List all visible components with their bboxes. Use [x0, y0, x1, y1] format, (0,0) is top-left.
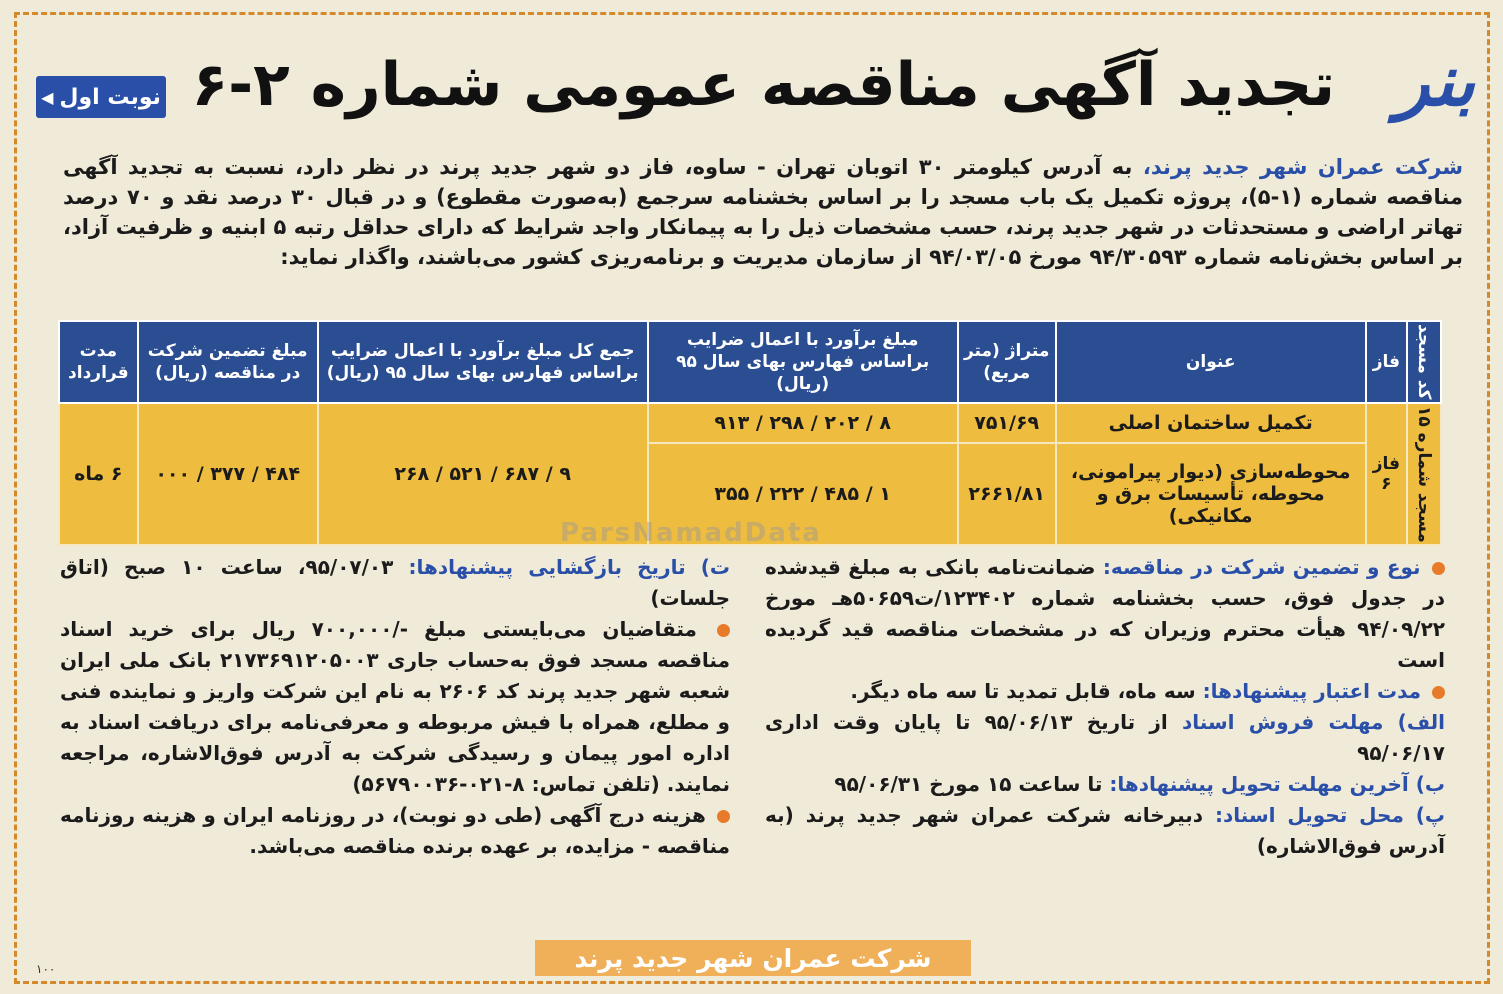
- deadline-label: ب) آخرین مهلت تحویل پیشنهادها:: [1109, 772, 1445, 796]
- sale-text: از تاریخ ۹۵/۰۶/۱۳ تا پایان وقت اداری ۹۵/۰۶/۱۷: [765, 710, 1445, 765]
- intro-paragraph: [63, 152, 1463, 272]
- header-estimate: مبلغ برآورد با اعمال ضرایب براساس فهارس بهای سال ۹۵ (ریال): [648, 321, 958, 403]
- bullet-icon: [717, 810, 730, 823]
- row-title: محوطه‌سازی (دیوار پیرامونی، محوطه، تأسیسات برق و مکانیکی): [1056, 443, 1366, 546]
- header-area: متراژ (متر مربع): [958, 321, 1056, 403]
- sale-section: [765, 707, 1445, 769]
- place-section: [765, 800, 1445, 862]
- watermark: ParsNamadData: [560, 518, 822, 548]
- page-number: ۱۰۰: [36, 962, 56, 976]
- deadline-text: تا ساعت ۱۵ مورخ ۹۵/۰۶/۳۱: [834, 772, 1103, 796]
- banner-logo: بنر: [1395, 40, 1475, 122]
- sale-label: الف) مهلت فروش اسناد: [1182, 710, 1445, 734]
- validity-section: [765, 676, 1445, 707]
- guarantee-label: نوع و تضمین شرکت در مناقصه:: [1102, 555, 1421, 579]
- bullet-icon: [717, 624, 730, 637]
- opening-text: ۹۵/۰۷/۰۳، ساعت ۱۰ صبح (اتاق جلسات): [60, 555, 730, 610]
- triangle-icon: ◀: [41, 87, 54, 107]
- badge-text: نوبت اول: [59, 84, 161, 110]
- cost-section: [60, 800, 730, 862]
- guarantee-section: [765, 552, 1445, 676]
- row-area: ۷۵۱/۶۹: [958, 403, 1056, 443]
- validity-text: سه ماه، قابل تمدید تا سه ماه دیگر.: [850, 679, 1196, 703]
- duration-cell: ۶ ماه: [59, 403, 138, 546]
- opening-section: [60, 552, 730, 614]
- header-code: کد مسجد: [1407, 321, 1441, 403]
- bullet-icon: [1432, 562, 1445, 575]
- table-row: [59, 403, 1441, 443]
- deadline-section: [765, 769, 1445, 800]
- intro-text: به آدرس کیلومتر ۳۰ اتوبان تهران - ساوه، فاز دو شهر جدید پرند در نظر دارد، نسبت به تجدید آگهی مناقصه شماره (۱-۵)، پروژه تکمیل یک باب مسجد را بر اساس بخشنامه سرجمع (به‌صورت مقطوع) و در قبال ۳۰ درصد نقد و ۷۰ درصد تهاتر اراضی و مستحدثات در شهر جدید پرند، حسب مشخصات ذیل را به پیمانکار واجد شرایط که دارای حداقل رتبه ۵ ابنیه و ظرفیت آزاد، بر اساس بخش‌نامه شماره ۹۴/۳۰۵۹۳ مورخ ۹۴/۰۳/۰۵ از سازمان مدیریت و برنامه‌ریزی کشور می‌باشند، واگذار نماید:: [63, 155, 1463, 269]
- guarantee-cell: ۴۸۴ / ۳۷۷ / ۰۰۰: [138, 403, 318, 546]
- validity-label: مدت اعتبار پیشنهادها:: [1202, 679, 1422, 703]
- left-column: [60, 552, 730, 862]
- total-cell: ۹ / ۶۸۷ / ۵۲۱ / ۲۶۸: [318, 403, 648, 546]
- header-guarantee: مبلغ تضمین شرکت در مناقصه (ریال): [138, 321, 318, 403]
- guarantee-text: ضمانت‌نامه بانکی به مبلغ قیدشده در جدول فوق، حسب بخشنامه شماره ۱۲۳۴۰۲/ت۵۰۶۵۹هـ مورخ ۹۴/۰۹/۲۲ هیأت محترم وزیران که در مشخصات مناقصه قید گردیده است: [765, 555, 1445, 672]
- ad-header: [30, 40, 1485, 150]
- tender-table: [58, 320, 1442, 546]
- place-text: دبیرخانه شرکت عمران شهر جدید پرند (به آدرس فوق‌الاشاره): [765, 803, 1445, 858]
- bullet-icon: [1432, 686, 1445, 699]
- header-phase: فاز: [1366, 321, 1407, 403]
- cost-text: هزینه درج آگهی (طی دو نوبت)، در روزنامه ایران و هزینه روزنامه مناقصه - مزایده، بر عهده برنده مناقصه می‌باشد.: [60, 803, 730, 858]
- header-total: جمع کل مبلغ برآورد با اعمال ضرایب براساس فهارس بهای سال ۹۵ (ریال): [318, 321, 648, 403]
- header-title: عنوان: [1056, 321, 1366, 403]
- header-duration: مدت قرارداد: [59, 321, 138, 403]
- row-area: ۲۶۶۱/۸۱: [958, 443, 1056, 546]
- purchase-text: متقاضیان می‌بایستی مبلغ -/۷۰۰,۰۰۰ ریال برای خرید اسناد مناقصه مسجد فوق به‌حساب جاری ۲۱۷۳۶۹۱۲۰۵۰۰۳ بانک ملی ایران شعبه شهر جدید پرند کد ۲۶۰۶ به نام این شرکت واریز و نماینده فنی و مطلع، همراه با فیش مربوطه و معرفی‌نامه برای دریافت اسناد به اداره امور پیمان و رسیدگی شرکت به آدرس فوق‌الاشاره، مراجعه نمایند. (تلفن تماس: ۸-۰۲۱-۵۶۷۹۰۰۳۶): [60, 617, 730, 796]
- row-estimate: ۱ / ۴۸۵ / ۲۲۲ / ۳۵۵: [648, 443, 958, 546]
- table-header-row: [59, 321, 1441, 403]
- phase-cell: فاز ۶: [1366, 403, 1407, 546]
- row-estimate: ۸ / ۲۰۲ / ۲۹۸ / ۹۱۳: [648, 403, 958, 443]
- purchase-section: [60, 614, 730, 800]
- right-column: [765, 552, 1445, 862]
- round-badge: [36, 76, 166, 118]
- place-label: پ) محل تحویل اسناد:: [1215, 803, 1446, 827]
- row-title: تکمیل ساختمان اصلی: [1056, 403, 1366, 443]
- ad-title: تجدید آگهی مناقصه عمومی شماره ۲-۶: [191, 50, 1335, 120]
- footer-company: شرکت عمران شهر جدید پرند: [535, 940, 971, 976]
- mosque-code: مسجد شماره ۱۵: [1407, 403, 1441, 546]
- company-name: شرکت عمران شهر جدید پرند،: [1142, 155, 1464, 179]
- opening-label: ت) تاریخ بازگشایی پیشنهادها:: [408, 555, 730, 579]
